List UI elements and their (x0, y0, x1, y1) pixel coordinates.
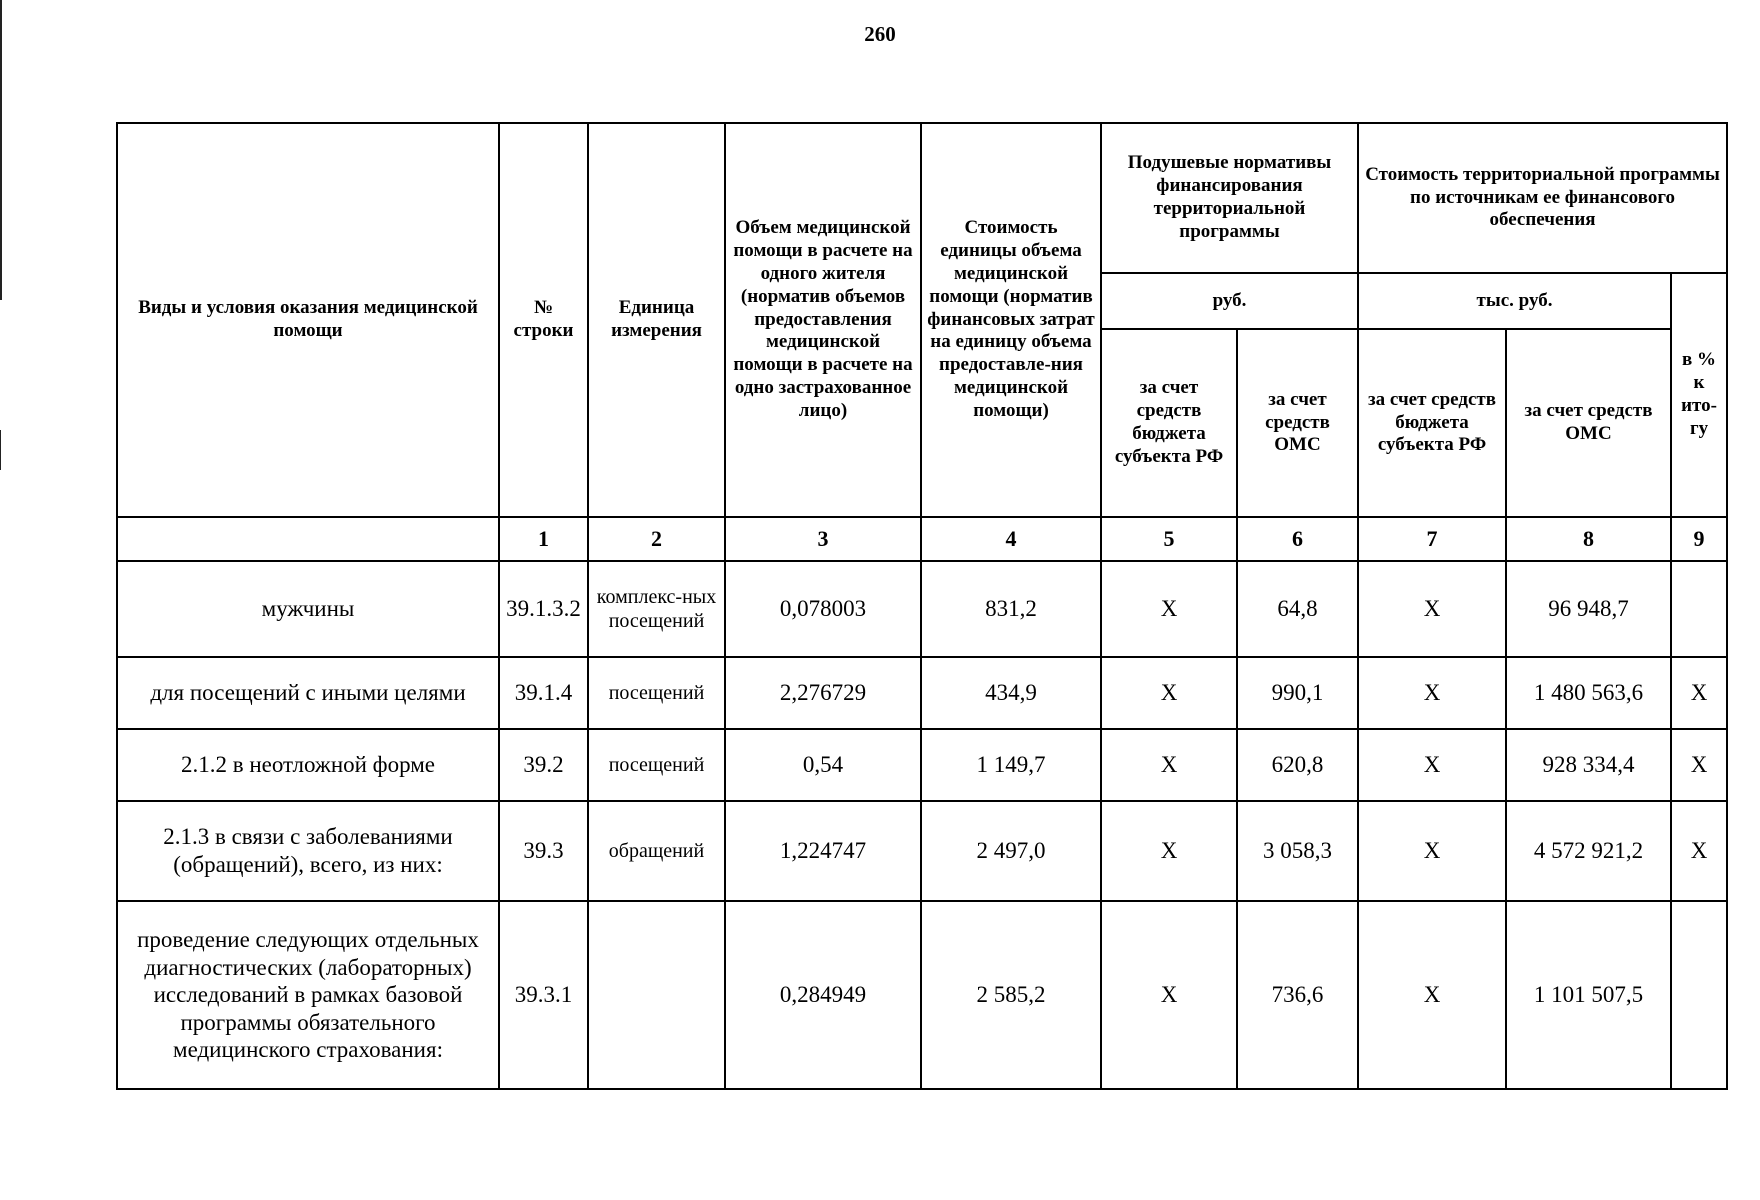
row-cost: 1 149,7 (921, 729, 1101, 801)
row-oms-thous: 928 334,4 (1506, 729, 1671, 801)
row-budget-rub: X (1101, 801, 1237, 901)
row-oms-rub: 620,8 (1237, 729, 1358, 801)
row-oms-rub: 3 058,3 (1237, 801, 1358, 901)
row-percent (1671, 901, 1727, 1089)
row-budget-thous: X (1358, 901, 1506, 1089)
row-percent: X (1671, 801, 1727, 901)
header-rub: руб. (1101, 273, 1358, 329)
row-cost: 2 497,0 (921, 801, 1101, 901)
header-territorial: Стоимость территориальной программы по источникам ее финансового обеспечения (1358, 123, 1727, 273)
row-unit: обращений (588, 801, 725, 901)
row-name: для посещений с иными целями (117, 657, 499, 729)
row-budget-rub: X (1101, 901, 1237, 1089)
row-volume: 2,276729 (725, 657, 921, 729)
row-budget-rub: X (1101, 657, 1237, 729)
row-oms-thous: 1 480 563,6 (1506, 657, 1671, 729)
header-volume: Объем медицинской помощи в расчете на одного жителя (норматив объемов предоставления медицинской помощи в расчете на одно застрахованное лицо) (725, 123, 921, 517)
header-per-capita: Подушевые нормативы финансирования территориальной программы (1101, 123, 1358, 273)
column-number: 5 (1101, 517, 1237, 561)
table-row (117, 729, 1727, 801)
row-cost: 2 585,2 (921, 901, 1101, 1089)
header-budget-thous: за счет средств бюджета субъекта РФ (1358, 329, 1506, 517)
data-table (116, 122, 1728, 1090)
row-budget-thous: X (1358, 657, 1506, 729)
row-percent: X (1671, 657, 1727, 729)
row-cost: 831,2 (921, 561, 1101, 657)
table-row (117, 801, 1727, 901)
table-row (117, 657, 1727, 729)
row-percent: X (1671, 729, 1727, 801)
row-oms-thous: 4 572 921,2 (1506, 801, 1671, 901)
column-number-row (117, 517, 1727, 561)
row-number: 39.2 (499, 729, 588, 801)
header-budget-rub: за счет средств бюджета субъекта РФ (1101, 329, 1237, 517)
margin-tick (0, 430, 1, 470)
row-unit: комплекс-ных посещений (588, 561, 725, 657)
row-unit: посещений (588, 729, 725, 801)
column-number: 2 (588, 517, 725, 561)
header-types: Виды и условия оказания медицинской помощи (117, 123, 499, 517)
column-number: 7 (1358, 517, 1506, 561)
page-number: 260 (864, 22, 896, 46)
header-cost: Стоимость единицы объема медицинской помощи (норматив финансовых затрат на единицу объема предоставле-ния медицинской помощи) (921, 123, 1101, 517)
row-oms-rub: 64,8 (1237, 561, 1358, 657)
row-name: проведение следующих отдельных диагностических (лабораторных) исследований в рамках базовой программы обязательного медицинского страхования: (117, 901, 499, 1089)
column-number: 4 (921, 517, 1101, 561)
header-percent: в % к ито-гу (1671, 273, 1727, 517)
row-number: 39.1.4 (499, 657, 588, 729)
row-volume: 0,284949 (725, 901, 921, 1089)
header-unit: Единица измерения (588, 123, 725, 517)
row-number: 39.1.3.2 (499, 561, 588, 657)
row-volume: 0,078003 (725, 561, 921, 657)
row-name: мужчины (117, 561, 499, 657)
row-percent (1671, 561, 1727, 657)
row-unit (588, 901, 725, 1089)
row-budget-thous: X (1358, 561, 1506, 657)
row-budget-rub: X (1101, 729, 1237, 801)
row-budget-thous: X (1358, 729, 1506, 801)
row-oms-rub: 990,1 (1237, 657, 1358, 729)
column-number: 9 (1671, 517, 1727, 561)
row-name: 2.1.3 в связи с заболеваниями (обращений), всего, из них: (117, 801, 499, 901)
row-cost: 434,9 (921, 657, 1101, 729)
margin-line (0, 0, 2, 300)
column-number: 8 (1506, 517, 1671, 561)
row-budget-rub: X (1101, 561, 1237, 657)
row-unit: посещений (588, 657, 725, 729)
row-volume: 0,54 (725, 729, 921, 801)
header-oms-thous: за счет средств ОМС (1506, 329, 1671, 517)
header-thous-rub: тыс. руб. (1358, 273, 1671, 329)
header-oms-rub: за счет средств ОМС (1237, 329, 1358, 517)
row-number: 39.3 (499, 801, 588, 901)
row-oms-rub: 736,6 (1237, 901, 1358, 1089)
row-budget-thous: X (1358, 801, 1506, 901)
row-oms-thous: 1 101 507,5 (1506, 901, 1671, 1089)
row-number: 39.3.1 (499, 901, 588, 1089)
column-number: 6 (1237, 517, 1358, 561)
column-number-empty (117, 517, 499, 561)
row-volume: 1,224747 (725, 801, 921, 901)
table-row (117, 901, 1727, 1089)
row-oms-thous: 96 948,7 (1506, 561, 1671, 657)
header-row-no: № строки (499, 123, 588, 517)
column-number: 3 (725, 517, 921, 561)
column-number: 1 (499, 517, 588, 561)
table-row (117, 561, 1727, 657)
row-name: 2.1.2 в неотложной форме (117, 729, 499, 801)
